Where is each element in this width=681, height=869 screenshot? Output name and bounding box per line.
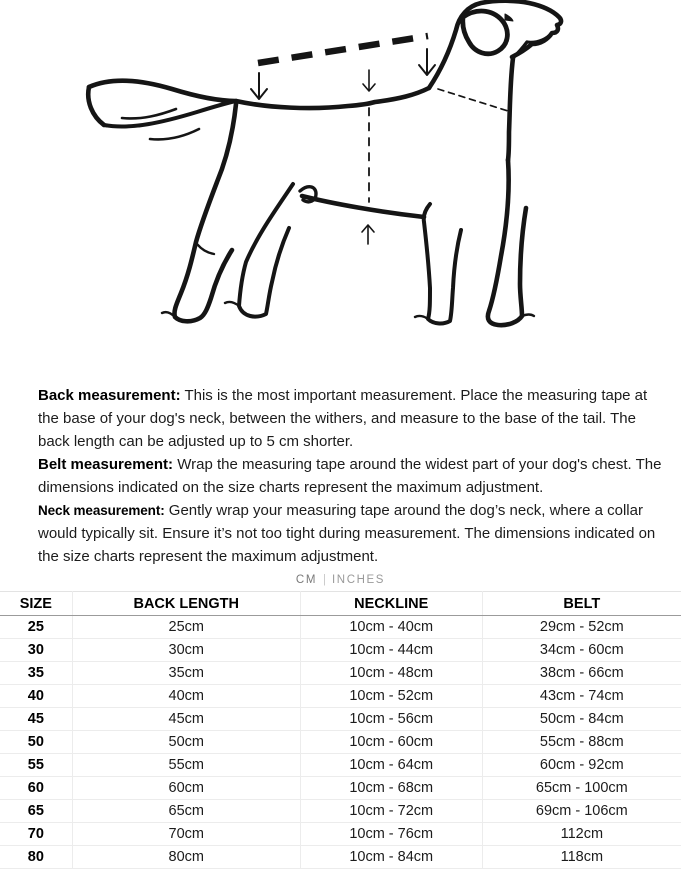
neckline-cell: 10cm - 56cm [300,708,482,731]
belt-cell: 38cm - 66cm [482,662,681,685]
size-cell: 70 [0,823,72,846]
table-row [0,731,681,754]
dog-front-leg-far [424,204,461,323]
table-row [0,800,681,823]
belt-cell: 34cm - 60cm [482,639,681,662]
belt-cell: 69cm - 106cm [482,800,681,823]
back-arrow-right [419,49,435,75]
size-chart-table [0,591,681,869]
instruction-label: Back measurement: [38,387,181,404]
dog-belly [302,196,424,217]
back-arrow-left [251,73,267,99]
size-cell: 25 [0,616,72,639]
neckline-cell: 10cm - 48cm [300,662,482,685]
table-row [0,846,681,869]
table-row [0,777,681,800]
table-row [0,754,681,777]
belt-arrow-down [363,70,375,91]
instruction-paragraph [38,453,665,499]
dog-ear [463,11,508,54]
neckline-cell: 10cm - 60cm [300,731,482,754]
size-cell: 40 [0,685,72,708]
size-cell: 45 [0,708,72,731]
unit-toggle [0,573,681,587]
dog-tail [89,81,236,101]
unit-toggle-cm[interactable]: CM [295,574,318,586]
table-row [0,616,681,639]
back-length-cell: 45cm [72,708,300,731]
back-length-cell: 25cm [72,616,300,639]
belt-cell: 60cm - 92cm [482,754,681,777]
size-cell: 80 [0,846,72,869]
back-length-cell: 40cm [72,685,300,708]
back-length-cell: 50cm [72,731,300,754]
belt-cell: 29cm - 52cm [482,616,681,639]
neckline-cell: 10cm - 40cm [300,616,482,639]
column-header-belt: BELT [482,592,681,616]
size-cell: 30 [0,639,72,662]
belt-cell: 118cm [482,846,681,869]
back-length-cell: 35cm [72,662,300,685]
instruction-text: This is the most important measurement. Place the measuring tape at the base of your dog's neck, between the withers, and measure to the base of the tail. The back length can be adjusted up to 5 cm shorter. [38,387,648,450]
neckline-cell: 10cm - 64cm [300,754,482,777]
column-header-neckline: NECKLINE [300,592,482,616]
belt-cell: 112cm [482,823,681,846]
size-cell: 55 [0,754,72,777]
belt-cell: 65cm - 100cm [482,777,681,800]
measurement-instructions [0,364,681,568]
back-length-cell: 55cm [72,754,300,777]
table-row [0,685,681,708]
instruction-text: Gently wrap your measuring tape around the dog’s neck, where a collar would typically sit. Ensure it’s not too tight during measurement. The dimensions indicated on the size charts represent the maximum adjustment. [38,502,656,565]
size-cell: 65 [0,800,72,823]
back-length-cell: 70cm [72,823,300,846]
neck-dashed-line [438,89,508,111]
dog-eye [505,14,513,21]
back-length-cell: 30cm [72,639,300,662]
neckline-cell: 10cm - 52cm [300,685,482,708]
back-length-cell: 60cm [72,777,300,800]
unit-toggle-inches[interactable]: INCHES [332,574,386,586]
dog-body [88,1,561,325]
neckline-cell: 10cm - 68cm [300,777,482,800]
unit-toggle-separator: | [323,574,327,586]
instruction-label: Neck measurement: [38,503,165,518]
neckline-cell: 10cm - 44cm [300,639,482,662]
dog-front-leg-near [488,160,526,325]
instruction-paragraph [38,384,665,453]
neckline-cell: 10cm - 84cm [300,846,482,869]
dog-line-drawing [0,0,681,364]
size-chart-body [0,616,681,869]
back-length-cell: 65cm [72,800,300,823]
size-cell: 35 [0,662,72,685]
belt-cell: 50cm - 84cm [482,708,681,731]
table-row [0,639,681,662]
back-length-cell: 80cm [72,846,300,869]
size-chart-header-row [0,592,681,616]
dog-chest [508,58,513,160]
table-row [0,823,681,846]
table-row [0,662,681,685]
size-cell: 50 [0,731,72,754]
instruction-paragraph [38,499,665,568]
instruction-text: Wrap the measuring tape around the widest part of your dog's chest. The dimensions indicated on the size charts represent the maximum adjustment. [38,456,662,496]
instruction-label: Belt measurement: [38,456,174,473]
back-length-dashed-line [258,36,428,63]
size-cell: 60 [0,777,72,800]
column-header-back-length: BACK LENGTH [72,592,300,616]
dog-measurement-illustration [0,0,681,364]
belt-cell: 55cm - 88cm [482,731,681,754]
belt-cell: 43cm - 74cm [482,685,681,708]
neckline-cell: 10cm - 72cm [300,800,482,823]
column-header-size: SIZE [0,592,72,616]
table-row [0,708,681,731]
belt-arrow-up [362,225,374,244]
neckline-cell: 10cm - 76cm [300,823,482,846]
